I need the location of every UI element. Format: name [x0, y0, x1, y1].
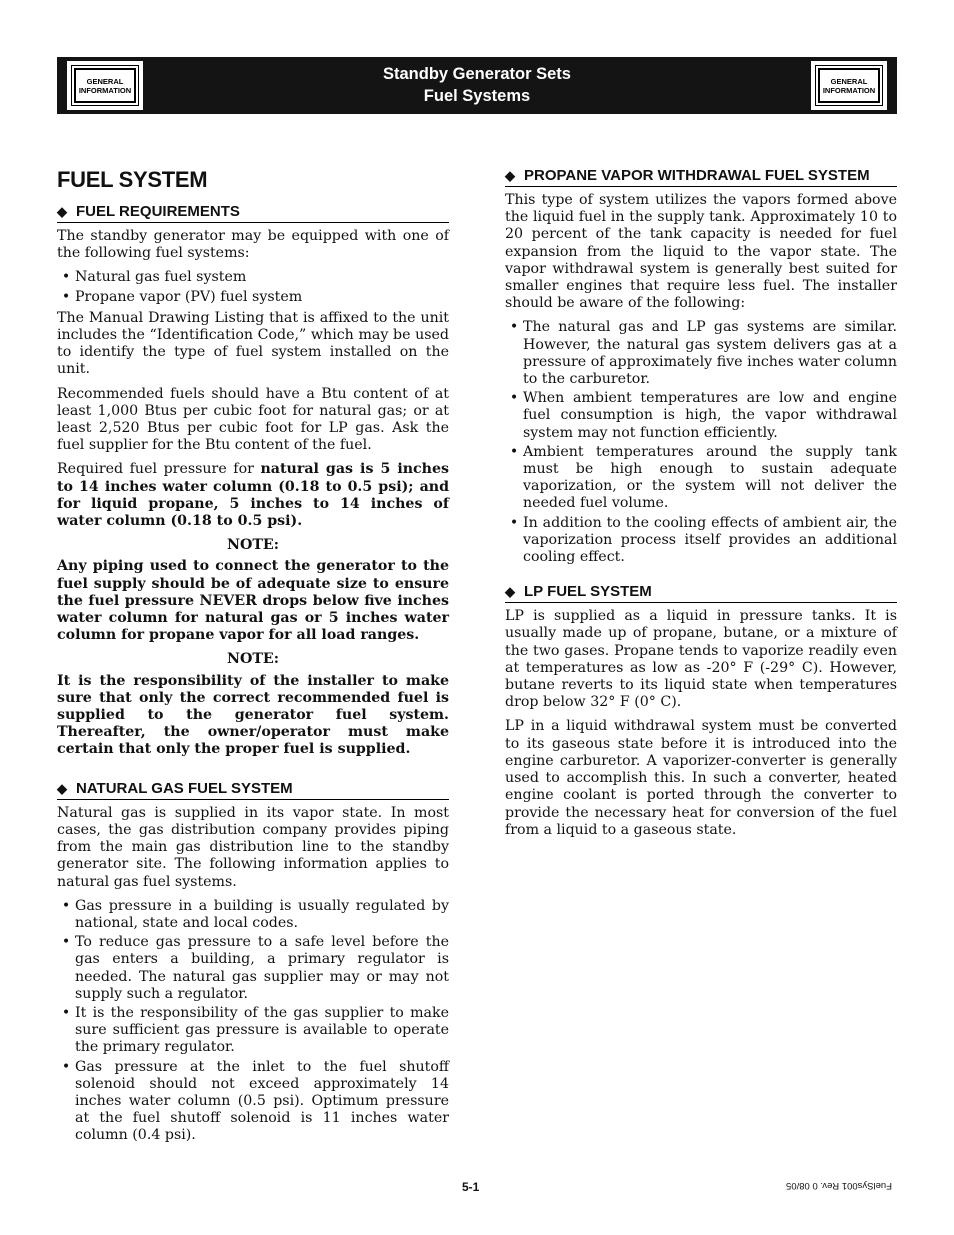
bullet-icon: •: [61, 1004, 71, 1021]
propane-vapor-intro: This type of system utilizes the vapors formed above the liquid fuel in the supply tank. Approximately 10 to 20 percent of the tank capacity is needed for fuel expansion from the liquid to the vapor state. The vapor withdrawal system is generally best suited for smaller engines that require less fuel. The installer should be aware of the following:: [505, 192, 897, 312]
lp-fuel-heading-text: LP FUEL SYSTEM: [524, 583, 652, 601]
bullet-icon: •: [509, 514, 519, 531]
bullet-icon: •: [61, 269, 71, 286]
diamond-icon: ◆: [57, 780, 67, 796]
bullet-icon: •: [509, 390, 519, 407]
list-item: • Gas pressure at the inlet to the fuel shutoff solenoid should not exceed approximately 14 inches water column (0.5 psi). Optimum pressure at the fuel shutoff solenoid is 11 inches water column (0.4 psi).: [57, 1059, 449, 1145]
bullet-icon: •: [61, 1058, 71, 1075]
diamond-icon: ◆: [57, 204, 67, 219]
fuel-requirements-heading-text: FUEL REQUIREMENTS: [76, 203, 240, 220]
natural-gas-heading: [57, 779, 449, 800]
badge-right-line2: INFORMATION: [822, 85, 876, 95]
right-column: [505, 166, 897, 846]
list-item: • The natural gas and LP gas systems are similar. However, the natural gas system delivers gas at a pressure of approximately five inches water column to the carburetor.: [505, 319, 897, 388]
page-title: FUEL SYSTEM: [57, 167, 208, 192]
diamond-icon: ◆: [505, 584, 515, 600]
propane-vapor-heading: [505, 166, 897, 187]
diamond-icon: ◆: [505, 168, 515, 183]
propane-vapor-heading-text: PROPANE VAPOR WITHDRAWAL FUEL SYSTEM: [524, 167, 870, 184]
page-number: 5-1: [462, 1180, 480, 1194]
lp-fuel-heading: [505, 582, 897, 603]
propane-vapor-list: [505, 319, 897, 566]
document-code: FuelSys001 Rev. 0 08/05: [786, 1180, 892, 1191]
list-item: • Ambient temperatures around the supply tank must be high enough to sustain adequate vaporization, or the system will not deliver the needed fuel volume.: [505, 444, 897, 513]
list-item: • Propane vapor (PV) fuel system: [57, 289, 449, 306]
badge-right-line1: GENERAL: [830, 76, 868, 86]
note-piping-text: Any piping used to connect the generator to the fuel supply should be of adequate size to ensure the fuel pressure NEVER drops below five inches water column for natural gas or 5 inches water column for propane vapor for all load ranges.: [57, 558, 449, 644]
header-title-line2: Fuel Systems: [423, 87, 531, 105]
header-title: [57, 63, 897, 107]
fuel-requirements-heading: [57, 202, 449, 223]
list-item: • When ambient temperatures are low and engine fuel consumption is high, the vapor withdrawal system may not function efficiently.: [505, 390, 897, 442]
bullet-icon: •: [509, 319, 519, 336]
natural-gas-heading-text: NATURAL GAS FUEL SYSTEM: [76, 779, 293, 797]
list-item: • It is the responsibility of the gas supplier to make sure sufficient gas pressure is available to operate the primary regulator.: [57, 1005, 449, 1057]
bullet-icon: •: [61, 897, 71, 914]
bullet-icon: •: [509, 443, 519, 460]
fuel-pressure-paragraph: Required fuel pressure for natural gas is 5 inches to 14 inches water column (0.18 to 0.5 psi); and for liquid propane, 5 inches to 14 inches of water column (0.18 to 0.5 psi).: [57, 461, 450, 530]
badge-left-line1: GENERAL: [86, 76, 124, 86]
badge-left-line2: INFORMATION: [78, 85, 132, 95]
list-item: • To reduce gas pressure to a safe level before the gas enters a building, a primary regulator is needed. The natural gas supplier may or may not supply such a regulator.: [57, 934, 449, 1003]
fuel-requirements-intro: The standby generator may be equipped with one of the following fuel systems:: [57, 228, 449, 262]
general-information-badge-right: [811, 61, 887, 110]
header-title-line1: Standby Generator Sets: [383, 65, 571, 83]
bullet-icon: •: [61, 934, 71, 951]
lp-fuel-paragraph-2: LP in a liquid withdrawal system must be converted to its gaseous state before it is introduced into the engine carburetor. A vaporizer-converter is generally used to accomplish this. In such a converter, heated engine coolant is ported through the converter to provide the necessary heat for conversion of the fuel from a liquid to a gaseous state.: [505, 718, 897, 838]
fuel-systems-list: [57, 269, 449, 305]
list-item: • In addition to the cooling effects of ambient air, the vaporization process itself provides an additional cooling effect.: [505, 515, 897, 567]
bullet-icon: •: [61, 288, 71, 305]
list-item: • Gas pressure in a building is usually regulated by national, state and local codes.: [57, 898, 449, 932]
left-column: [57, 166, 449, 1149]
page-header: [57, 57, 897, 114]
natural-gas-list: [57, 898, 449, 1145]
lp-fuel-paragraph-1: LP is supplied as a liquid in pressure tanks. It is usually made up of propane, butane, or a mixture of the two gases. Propane tends to vaporize readily even at temperatures as low as -20° F (-29° C). However, butane reverts to its liquid state when temperatures drop below 32° F (0° C).: [505, 608, 897, 711]
note-installer-text: It is the responsibility of the installer to make sure that only the correct recommended fuel is supplied to the generator fuel system. Thereafter, the owner/operator must make certain that only the proper fuel is supplied.: [57, 672, 449, 758]
note-heading: NOTE:: [227, 651, 279, 668]
list-item: • Natural gas fuel system: [57, 269, 449, 286]
natural-gas-intro: Natural gas is supplied in its vapor state. In most cases, the gas distribution company provides piping from the main gas distribution line to the standby generator site. The following information applies to natural gas fuel systems.: [57, 804, 449, 890]
note-heading: NOTE:: [227, 537, 279, 554]
btu-content-paragraph: Recommended fuels should have a Btu content of at least 1,000 Btus per cubic foot for natural gas; or at least 2,520 Btus per cubic foot for LP gas. Ask the fuel supplier for the Btu content of the fuel.: [57, 385, 449, 454]
manual-drawing-paragraph: The Manual Drawing Listing that is affixed to the unit includes the “Identification Code,” which may be used to identify the type of fuel system installed on the unit.: [57, 309, 449, 378]
